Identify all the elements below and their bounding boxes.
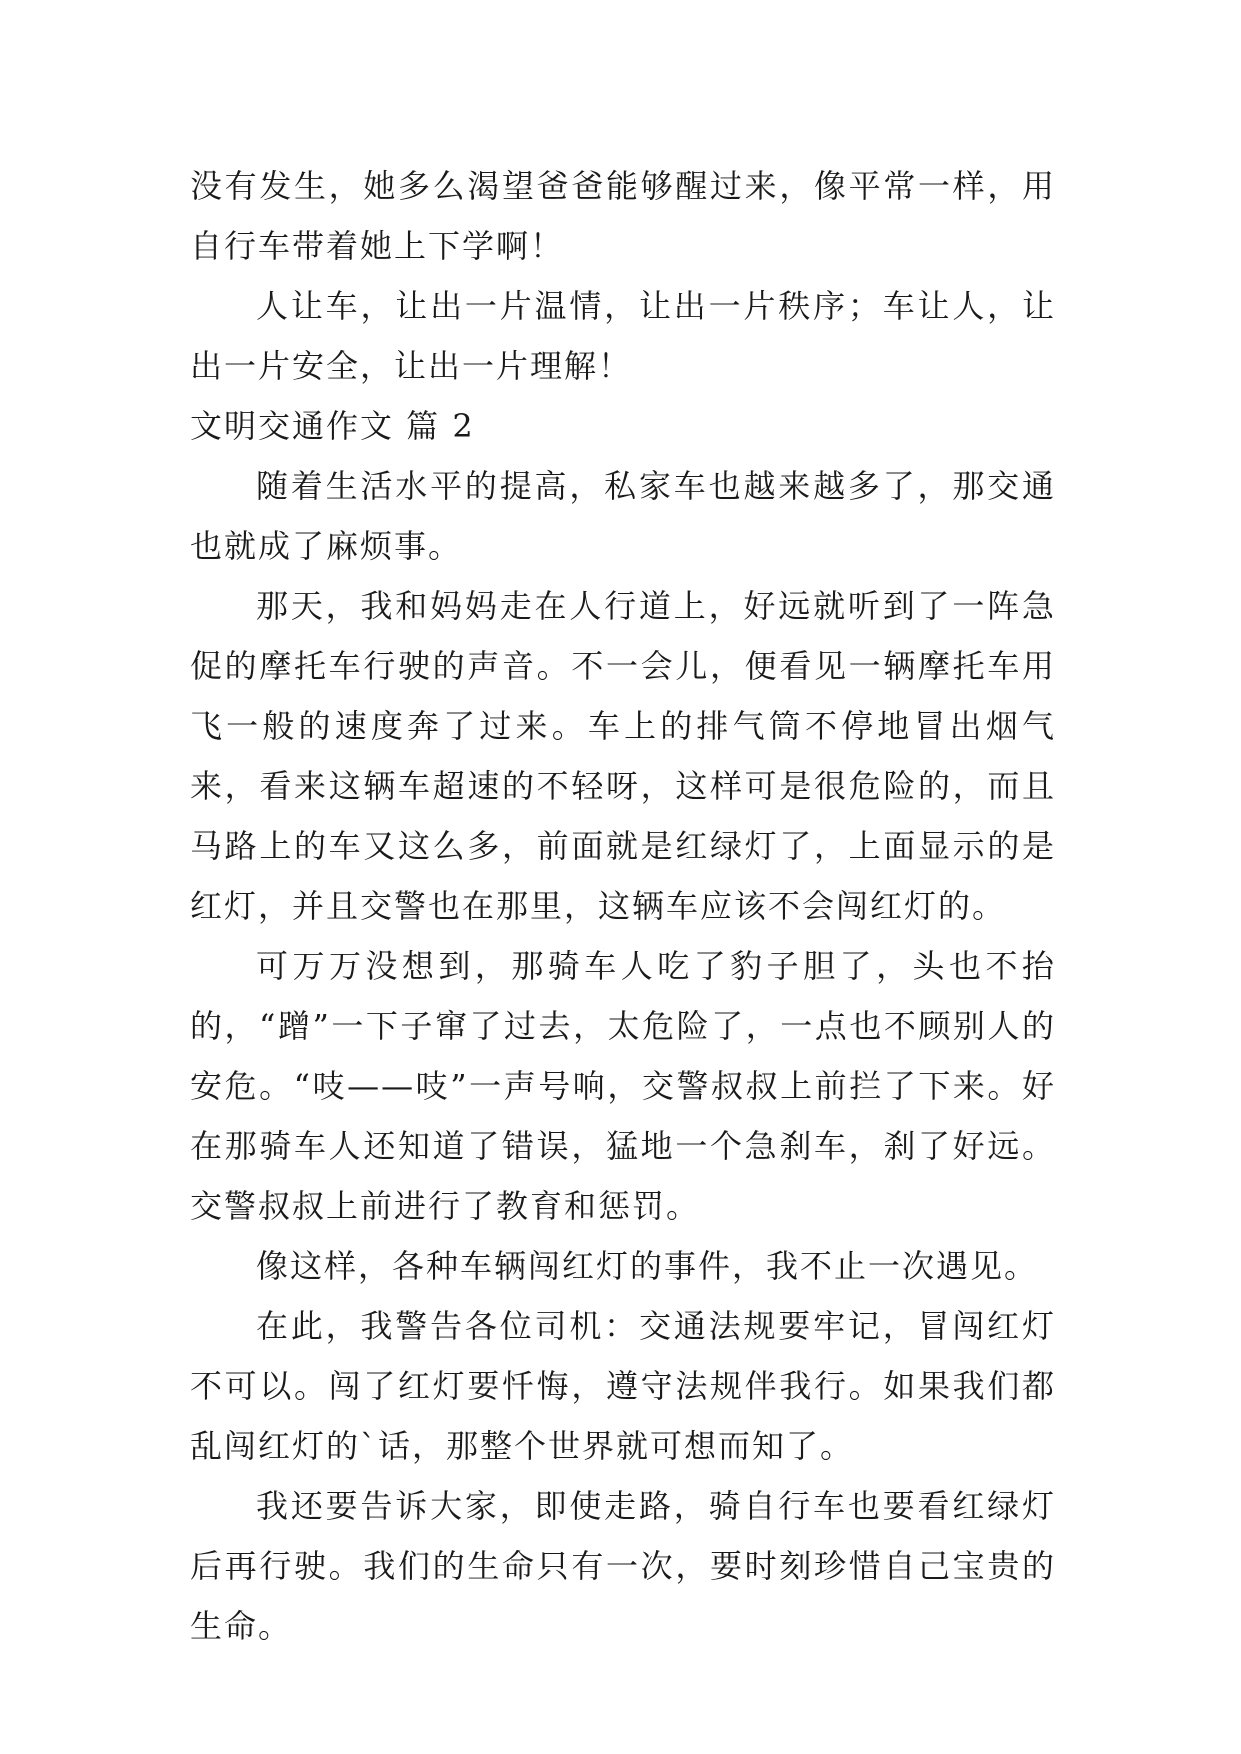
paragraph: 没有发生，她多么渴望爸爸能够醒过来，像平常一样，用自行车带着她上下学啊！ [190,167,1056,265]
section-title: 文明交通作文 篇 2 [190,407,475,445]
paragraph: 在此，我警告各位司机：交通法规要牢记，冒闯红灯不可以。闯了红灯要忏悔，遵守法规伴我行。如果我们都乱闯红灯的`话，那整个世界就可想而知了。 [190,1307,1056,1465]
paragraph: 人让车，让出一片温情，让出一片秩序；车让人，让出一片安全，让出一片理解！ [190,287,1056,385]
paragraph: 我还要告诉大家，即使走路，骑自行车也要看红绿灯后再行驶。我们的生命只有一次，要时刻珍惜自己宝贵的生命。 [190,1487,1056,1645]
paragraph: 随着生活水平的提高，私家车也越来越多了，那交通也就成了麻烦事。 [190,467,1056,565]
paragraph: 那天，我和妈妈走在人行道上，好远就听到了一阵急促的摩托车行驶的声音。不一会儿，便看见一辆摩托车用飞一般的速度奔了过来。车上的排气筒不停地冒出烟气来，看来这辆车超速的不轻呀，这样可是很危险的，而且马路上的车又这么多，前面就是红绿灯了，上面显示的是红灯，并且交警也在那里，这辆车应该不会闯红灯的。 [190,587,1056,925]
paragraph: 可万万没想到，那骑车人吃了豹子胆了，头也不抬的，“蹭”一下子窜了过去，太危险了，一点也不顾别人的安危。“吱——吱”一声号响，交警叔叔上前拦了下来。好在那骑车人还知道了错误，猛地一个急刹车，刹了好远。交警叔叔上前进行了教育和惩罚。 [190,947,1056,1225]
document-body [190,156,1056,1656]
paragraph: 像这样，各种车辆闯红灯的事件，我不止一次遇见。 [256,1247,1039,1285]
